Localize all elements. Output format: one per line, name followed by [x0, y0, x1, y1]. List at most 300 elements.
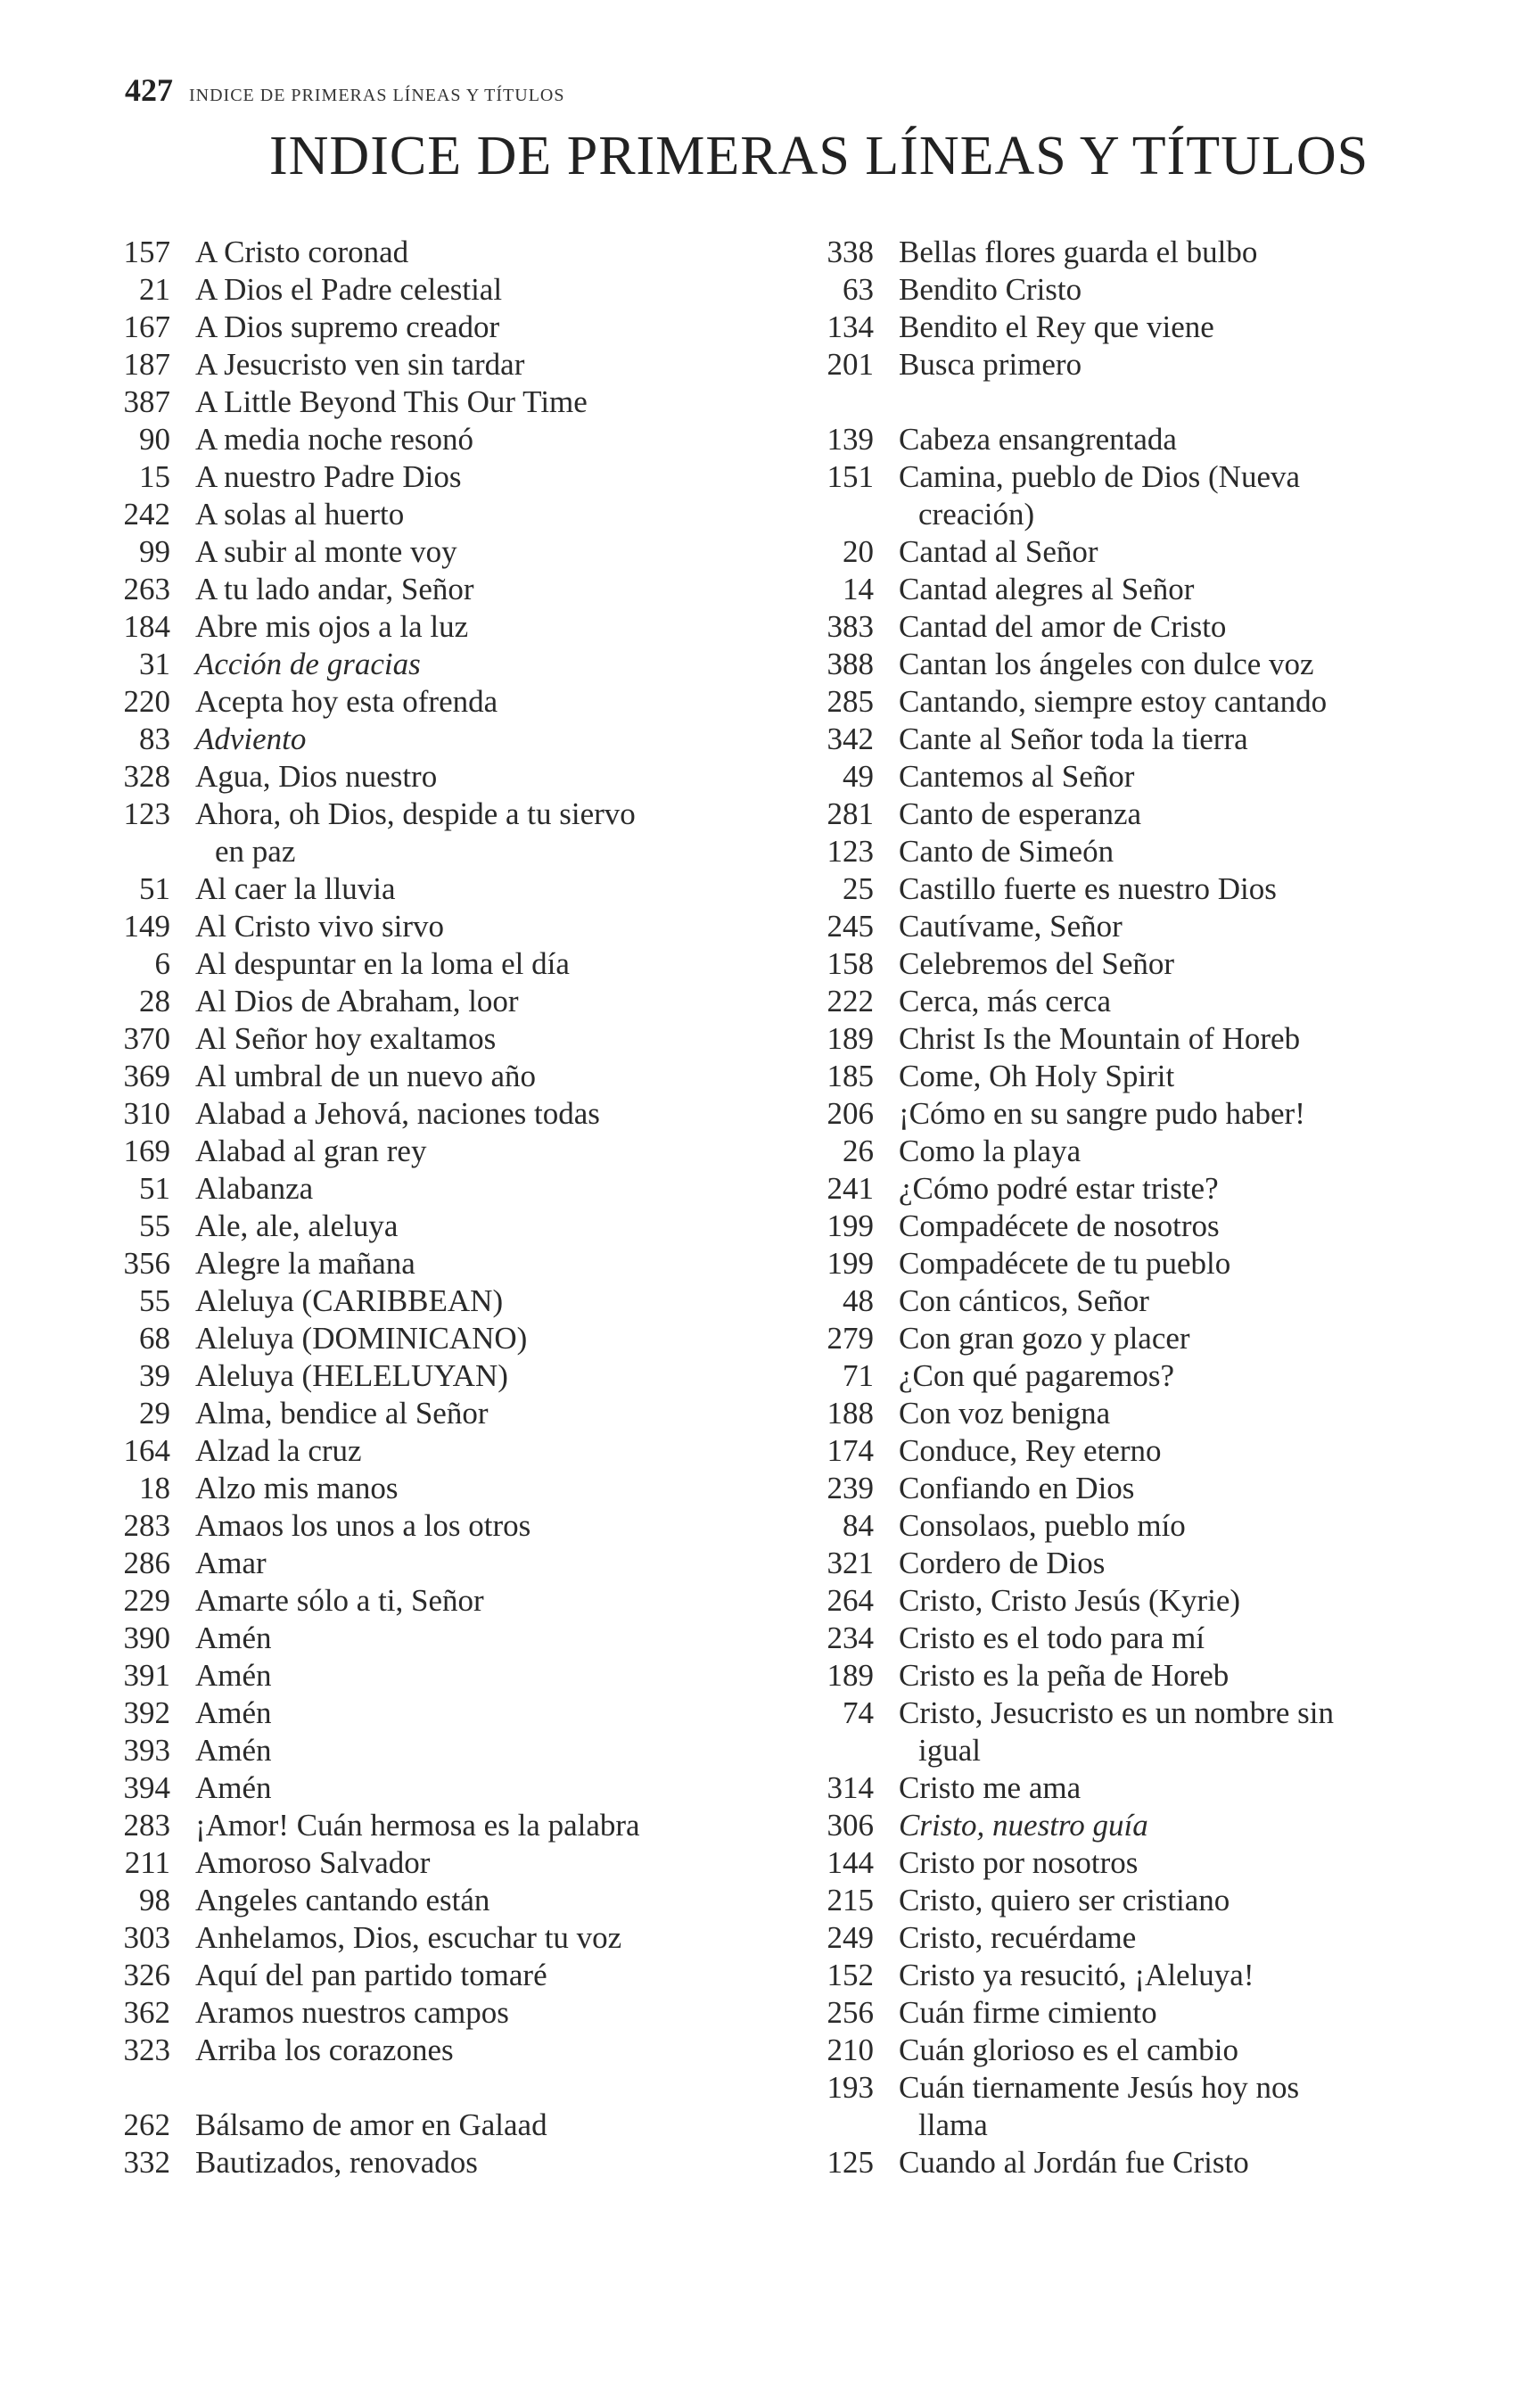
hymn-number: 184 — [123, 609, 170, 644]
index-entry — [767, 1470, 1471, 1507]
hymn-title — [195, 1395, 762, 1432]
hymn-title — [899, 1882, 1471, 1919]
index-entry — [85, 1208, 762, 1245]
hymn-title — [899, 1582, 1471, 1620]
index-entry — [767, 796, 1471, 833]
hymn-title-text: Amén — [195, 1733, 272, 1768]
hymn-number: 51 — [139, 871, 170, 906]
hymn-title — [195, 1807, 762, 1844]
index-entry — [767, 346, 1471, 383]
index-entry — [85, 234, 762, 271]
hymn-title — [195, 1882, 762, 1919]
hymn-title — [899, 758, 1471, 796]
hymn-title — [899, 2144, 1471, 2181]
index-entry — [767, 1994, 1471, 2032]
page-title: INDICE DE PRIMERAS LÍNEAS Y TÍTULOS — [269, 126, 1369, 186]
index-entry — [85, 2032, 762, 2069]
hymn-title — [899, 1919, 1471, 1957]
hymn-title-text: Aramos nuestros campos — [195, 1995, 509, 2030]
page-number: 427 — [125, 72, 173, 108]
hymn-number: 286 — [123, 1546, 170, 1580]
index-entry — [767, 1133, 1471, 1170]
index-entry — [85, 721, 762, 758]
hymn-title — [195, 1620, 762, 1657]
hymn-title-text: Al despuntar en la loma el día — [195, 946, 570, 981]
hymn-title-text: Cristo es la peña de Horeb — [899, 1658, 1230, 1693]
hymn-title — [899, 1545, 1471, 1582]
index-entry — [85, 1657, 762, 1695]
index-entry — [767, 870, 1471, 908]
index-entry — [85, 1957, 762, 1994]
index-entry — [85, 1357, 762, 1395]
hymn-title — [899, 1620, 1471, 1657]
hymn-title — [195, 2032, 762, 2069]
index-entry — [85, 458, 762, 496]
hymn-number: 71 — [843, 1358, 874, 1393]
hymn-title-text: A Jesucristo ven sin tardar — [195, 347, 525, 382]
hymn-number: 188 — [827, 1396, 874, 1431]
hymn-title-text: Cautívame, Señor — [899, 909, 1123, 944]
hymn-title-text: A subir al monte voy — [195, 534, 457, 569]
hymn-title-text: Busca primero — [899, 347, 1082, 382]
hymn-number: 392 — [123, 1695, 170, 1730]
hymn-title — [195, 983, 762, 1020]
hymn-title-text: Cristo por nosotros — [899, 1845, 1139, 1880]
hymn-title — [195, 421, 762, 458]
hymn-title-text: Amén — [195, 1620, 272, 1655]
hymn-number: 342 — [827, 722, 874, 756]
hymn-title — [195, 496, 762, 533]
index-entry — [767, 721, 1471, 758]
hymn-title — [195, 1582, 762, 1620]
hymn-title-text: Compadécete de tu pueblo — [899, 1246, 1231, 1281]
index-entry — [767, 1919, 1471, 1957]
hymn-number: 323 — [123, 2033, 170, 2067]
hymn-number: 158 — [827, 946, 874, 981]
hymn-title — [195, 2107, 762, 2144]
hymn-title — [195, 683, 762, 721]
index-entry — [767, 1620, 1471, 1657]
hymn-title — [899, 458, 1471, 533]
hymn-title — [899, 421, 1471, 458]
hymn-title — [899, 1769, 1471, 1807]
hymn-number: 21 — [139, 272, 170, 307]
hymn-number: 157 — [123, 235, 170, 269]
index-entry — [85, 1133, 762, 1170]
hymn-title — [195, 870, 762, 908]
hymn-title-text: Cante al Señor toda la tierra — [899, 722, 1248, 756]
index-column-left — [85, 234, 762, 2181]
hymn-number: 245 — [827, 909, 874, 944]
hymn-title-text: Cristo, recuérdame — [899, 1920, 1137, 1955]
hymn-title-text: A solas al huerto — [195, 497, 405, 532]
hymn-number: 310 — [123, 1096, 170, 1131]
hymn-title — [195, 908, 762, 945]
hymn-title — [195, 1357, 762, 1395]
hymn-number: 174 — [827, 1433, 874, 1468]
hymn-title — [195, 1919, 762, 1957]
hymn-title-text: Cantan los ángeles con dulce voz — [899, 647, 1314, 681]
index-entry — [767, 1320, 1471, 1357]
index-entry — [85, 1058, 762, 1095]
index-entry — [85, 1470, 762, 1507]
hymn-title — [899, 271, 1471, 309]
index-entry — [767, 458, 1471, 533]
index-entry — [767, 945, 1471, 983]
hymn-title — [195, 1769, 762, 1807]
hymn-number: 206 — [827, 1096, 874, 1131]
hymn-number: 68 — [139, 1321, 170, 1356]
hymn-number: 167 — [123, 309, 170, 344]
index-entry — [85, 908, 762, 945]
hymn-title — [899, 309, 1471, 346]
hymn-title-text: Alabad a Jehová, naciones todas — [195, 1096, 600, 1131]
hymn-title-text: Bendito el Rey que viene — [899, 309, 1214, 344]
index-entry — [85, 1020, 762, 1058]
hymn-title — [899, 1133, 1471, 1170]
hymn-title — [195, 1994, 762, 2032]
hymn-number: 98 — [139, 1883, 170, 1917]
hymn-title — [899, 721, 1471, 758]
hymn-number: 84 — [843, 1508, 874, 1543]
index-entry — [85, 533, 762, 571]
hymn-number: 164 — [123, 1433, 170, 1468]
index-entry — [85, 646, 762, 683]
hymn-title-text: Camina, pueblo de Dios (Nueva — [899, 459, 1301, 494]
index-entry — [85, 1695, 762, 1732]
index-entry — [767, 608, 1471, 646]
hymn-title-text: Al Señor hoy exaltamos — [195, 1021, 497, 1056]
hymn-title — [899, 346, 1471, 383]
hymn-title-text: A Dios supremo creador — [195, 309, 500, 344]
hymn-title — [195, 1133, 762, 1170]
index-column-right — [767, 234, 1471, 2181]
index-entry — [767, 309, 1471, 346]
hymn-title-text: A media noche resonó — [195, 422, 473, 457]
hymn-title — [195, 309, 762, 346]
hymn-title-text: Amén — [195, 1770, 272, 1805]
hymn-number: 18 — [139, 1471, 170, 1505]
hymn-title-text: Adviento — [195, 722, 307, 756]
hymn-title — [899, 870, 1471, 908]
index-entry — [767, 571, 1471, 608]
index-entry — [767, 1582, 1471, 1620]
index-entry — [85, 1620, 762, 1657]
hymn-title-text: A Dios el Padre celestial — [195, 272, 503, 307]
hymn-title-text: Canto de esperanza — [899, 796, 1142, 831]
hymn-number: 28 — [139, 984, 170, 1018]
hymn-title-continuation: igual — [918, 1733, 981, 1768]
hymn-title — [195, 1957, 762, 1994]
hymn-number: 279 — [827, 1321, 874, 1356]
index-entry — [85, 1582, 762, 1620]
index-entry — [767, 1882, 1471, 1919]
hymn-title-text: Aleluya (CARIBBEAN) — [195, 1283, 504, 1318]
index-entry — [767, 683, 1471, 721]
index-entry — [767, 1432, 1471, 1470]
hymn-title — [195, 1245, 762, 1282]
hymn-title-text: Bautizados, renovados — [195, 2145, 478, 2180]
index-entry — [767, 646, 1471, 683]
hymn-title-text: Ale, ale, aleluya — [195, 1208, 399, 1243]
index-entry — [767, 2144, 1471, 2181]
hymn-title-text: Cuán firme cimiento — [899, 1995, 1157, 2030]
hymn-number: 306 — [827, 1808, 874, 1843]
hymn-title-text: Amén — [195, 1695, 272, 1730]
hymn-title — [195, 1545, 762, 1582]
hymn-title-text: Acción de gracias — [195, 647, 421, 681]
hymn-number: 391 — [123, 1658, 170, 1693]
hymn-title-text: Con voz benigna — [899, 1396, 1111, 1431]
hymn-number: 283 — [123, 1808, 170, 1843]
hymn-title — [899, 646, 1471, 683]
hymn-number: 264 — [827, 1583, 874, 1618]
hymn-title-text: Al Dios de Abraham, loor — [195, 984, 519, 1018]
hymn-number: 26 — [843, 1134, 874, 1168]
hymn-title-text: Come, Oh Holy Spirit — [899, 1059, 1175, 1093]
hymn-number: 51 — [139, 1171, 170, 1206]
hymn-title-continuation: creación) — [918, 497, 1035, 532]
hymn-title-text: Amaos los unos a los otros — [195, 1508, 531, 1543]
hymn-title-text: Abre mis ojos a la luz — [195, 609, 469, 644]
hymn-title — [195, 796, 762, 870]
hymn-number: 241 — [827, 1171, 874, 1206]
hymn-title-text: Compadécete de nosotros — [899, 1208, 1220, 1243]
index-entry — [767, 908, 1471, 945]
hymn-number: 123 — [827, 834, 874, 869]
hymn-title — [899, 1657, 1471, 1695]
hymn-number: 63 — [843, 272, 874, 307]
index-entry — [767, 1657, 1471, 1695]
hymn-number: 387 — [123, 384, 170, 419]
hymn-number: 383 — [827, 609, 874, 644]
hymn-number: 210 — [827, 2033, 874, 2067]
index-entry — [85, 796, 762, 870]
index-entry — [85, 1320, 762, 1357]
hymn-number: 55 — [139, 1283, 170, 1318]
hymn-title — [899, 1282, 1471, 1320]
index-entry — [85, 1919, 762, 1957]
hymn-title — [899, 608, 1471, 646]
hymn-title — [195, 608, 762, 646]
index-entry — [85, 683, 762, 721]
hymn-title-text: Amén — [195, 1658, 272, 1693]
hymn-title — [899, 683, 1471, 721]
hymn-number: 149 — [123, 909, 170, 944]
hymn-number: 193 — [827, 2070, 874, 2105]
hymn-title — [899, 983, 1471, 1020]
index-entry — [767, 1020, 1471, 1058]
index-entry — [85, 2144, 762, 2181]
hymn-number: 222 — [827, 984, 874, 1018]
hymn-title-text: Bellas flores guarda el bulbo — [899, 235, 1258, 269]
hymn-number: 139 — [827, 422, 874, 457]
hymn-number: 125 — [827, 2145, 874, 2180]
hymn-number: 229 — [123, 1583, 170, 1618]
hymn-title-text: Christ Is the Mountain of Horeb — [899, 1021, 1301, 1056]
hymn-title — [195, 2144, 762, 2181]
index-entry — [767, 1807, 1471, 1844]
hymn-title — [899, 1357, 1471, 1395]
hymn-title-text: Cristo es el todo para mí — [899, 1620, 1205, 1655]
hymn-number: 29 — [139, 1396, 170, 1431]
hymn-number: 303 — [123, 1920, 170, 1955]
hymn-title-text: Cuán glorioso es el cambio — [899, 2033, 1239, 2067]
index-entry — [767, 1395, 1471, 1432]
hymn-number: 249 — [827, 1920, 874, 1955]
index-entry — [767, 1208, 1471, 1245]
hymn-number: 314 — [827, 1770, 874, 1805]
index-entry — [767, 1245, 1471, 1282]
hymn-number: 394 — [123, 1770, 170, 1805]
hymn-title — [899, 1507, 1471, 1545]
index-entry — [85, 1095, 762, 1133]
hymn-title — [899, 908, 1471, 945]
index-entry — [767, 1058, 1471, 1095]
hymn-title-text: Cordero de Dios — [899, 1546, 1106, 1580]
hymn-title-text: Celebremos del Señor — [899, 946, 1175, 981]
index-entry — [85, 1395, 762, 1432]
hymn-title — [899, 1208, 1471, 1245]
hymn-number: 187 — [123, 347, 170, 382]
hymn-title — [899, 1170, 1471, 1208]
hymn-title — [195, 945, 762, 983]
hymn-title — [195, 1695, 762, 1732]
index-entry — [85, 1432, 762, 1470]
index-entry — [767, 1095, 1471, 1133]
hymn-number: 220 — [123, 684, 170, 719]
hymn-title — [195, 1170, 762, 1208]
index-entry — [85, 1769, 762, 1807]
index-entry — [85, 945, 762, 983]
index-entry — [767, 1170, 1471, 1208]
hymn-number: 328 — [123, 759, 170, 794]
hymn-title — [195, 1320, 762, 1357]
hymn-title — [195, 1095, 762, 1133]
index-entry — [85, 571, 762, 608]
index-entry — [767, 533, 1471, 571]
running-head — [125, 71, 564, 107]
hymn-title-text: Cantad alegres al Señor — [899, 572, 1195, 606]
hymn-number: 169 — [123, 1134, 170, 1168]
hymn-number: 83 — [139, 722, 170, 756]
hymn-number: 262 — [123, 2107, 170, 2142]
hymn-title-text: Alma, bendice al Señor — [195, 1396, 489, 1431]
hymn-number: 370 — [123, 1021, 170, 1056]
hymn-title — [195, 458, 762, 496]
hymn-title-text: ¿Con qué pagaremos? — [899, 1358, 1175, 1393]
hymn-title-text: Aleluya (HELELUYAN) — [195, 1358, 508, 1393]
hymn-number: 234 — [827, 1620, 874, 1655]
hymn-title — [899, 2069, 1471, 2144]
index-entry — [767, 1357, 1471, 1395]
index-entry — [85, 608, 762, 646]
index-entry — [85, 1844, 762, 1882]
hymn-title-text: Confiando en Dios — [899, 1471, 1135, 1505]
hymn-title — [899, 833, 1471, 870]
hymn-number: 15 — [139, 459, 170, 494]
hymn-number: 151 — [827, 459, 874, 494]
hymn-title-text: Con cánticos, Señor — [899, 1283, 1149, 1318]
hymn-number: 326 — [123, 1958, 170, 1992]
index-entry — [767, 1282, 1471, 1320]
index-entry — [767, 271, 1471, 309]
hymn-number: 356 — [123, 1246, 170, 1281]
hymn-title-text: Al umbral de un nuevo año — [195, 1059, 536, 1093]
hymn-title-text: Angeles cantando están — [195, 1883, 490, 1917]
hymn-number: 31 — [139, 647, 170, 681]
hymn-title — [195, 758, 762, 796]
hymn-title-text: Canto de Simeón — [899, 834, 1114, 869]
hymn-number: 144 — [827, 1845, 874, 1880]
hymn-title — [899, 1470, 1471, 1507]
index-entry — [767, 421, 1471, 458]
hymn-title-continuation: llama — [918, 2107, 988, 2142]
hymn-number: 199 — [827, 1208, 874, 1243]
index-entry — [85, 496, 762, 533]
hymn-number: 189 — [827, 1021, 874, 1056]
hymn-number: 285 — [827, 684, 874, 719]
hymn-title — [195, 1507, 762, 1545]
hymn-title-text: Alabanza — [195, 1171, 314, 1206]
hymn-title-text: Cristo me ama — [899, 1770, 1082, 1805]
hymn-title-text: ¡Amor! Cuán hermosa es la palabra — [195, 1808, 640, 1843]
hymn-number: 321 — [827, 1546, 874, 1580]
hymn-title — [899, 234, 1471, 271]
hymn-title — [195, 234, 762, 271]
hymn-number: 393 — [123, 1733, 170, 1768]
hymn-title-text: Como la playa — [899, 1134, 1082, 1168]
hymn-number: 152 — [827, 1958, 874, 1992]
hymn-title-text: Consolaos, pueblo mío — [899, 1508, 1186, 1543]
hymn-title-text: ¿Cómo podré estar triste? — [899, 1171, 1219, 1206]
hymn-title — [195, 1208, 762, 1245]
hymn-title-text: Cabeza ensangrentada — [899, 422, 1177, 457]
hymn-title — [899, 1844, 1471, 1882]
hymn-number: 48 — [843, 1283, 874, 1318]
hymn-title — [195, 346, 762, 383]
index-entry — [85, 1170, 762, 1208]
hymn-title-text: Amoroso Salvador — [195, 1845, 431, 1880]
index-entry — [767, 983, 1471, 1020]
hymn-title — [195, 1732, 762, 1769]
hymn-number: 215 — [827, 1883, 874, 1917]
hymn-number: 6 — [154, 946, 170, 981]
hymn-title-text: Cantando, siempre estoy cantando — [899, 684, 1328, 719]
hymn-title — [899, 796, 1471, 833]
hymn-title-text: ¡Cómo en su sangre pudo haber! — [899, 1096, 1305, 1131]
hymn-title — [195, 571, 762, 608]
hymn-number: 390 — [123, 1620, 170, 1655]
hymn-title-text: Cristo, nuestro guía — [899, 1808, 1148, 1843]
hymn-title — [195, 721, 762, 758]
hymn-number: 338 — [827, 235, 874, 269]
hymn-title — [195, 1470, 762, 1507]
index-entry — [767, 758, 1471, 796]
hymn-number: 201 — [827, 347, 874, 382]
index-entry — [85, 309, 762, 346]
hymn-number: 283 — [123, 1508, 170, 1543]
index-entry — [767, 1957, 1471, 1994]
index-entry — [85, 1245, 762, 1282]
hymn-number: 134 — [827, 309, 874, 344]
hymn-title-text: Anhelamos, Dios, escuchar tu voz — [195, 1920, 622, 1955]
index-entry — [767, 2032, 1471, 2069]
hymn-number: 74 — [843, 1695, 874, 1730]
index-entry — [85, 1882, 762, 1919]
hymn-number: 99 — [139, 534, 170, 569]
hymn-number: 25 — [843, 871, 874, 906]
